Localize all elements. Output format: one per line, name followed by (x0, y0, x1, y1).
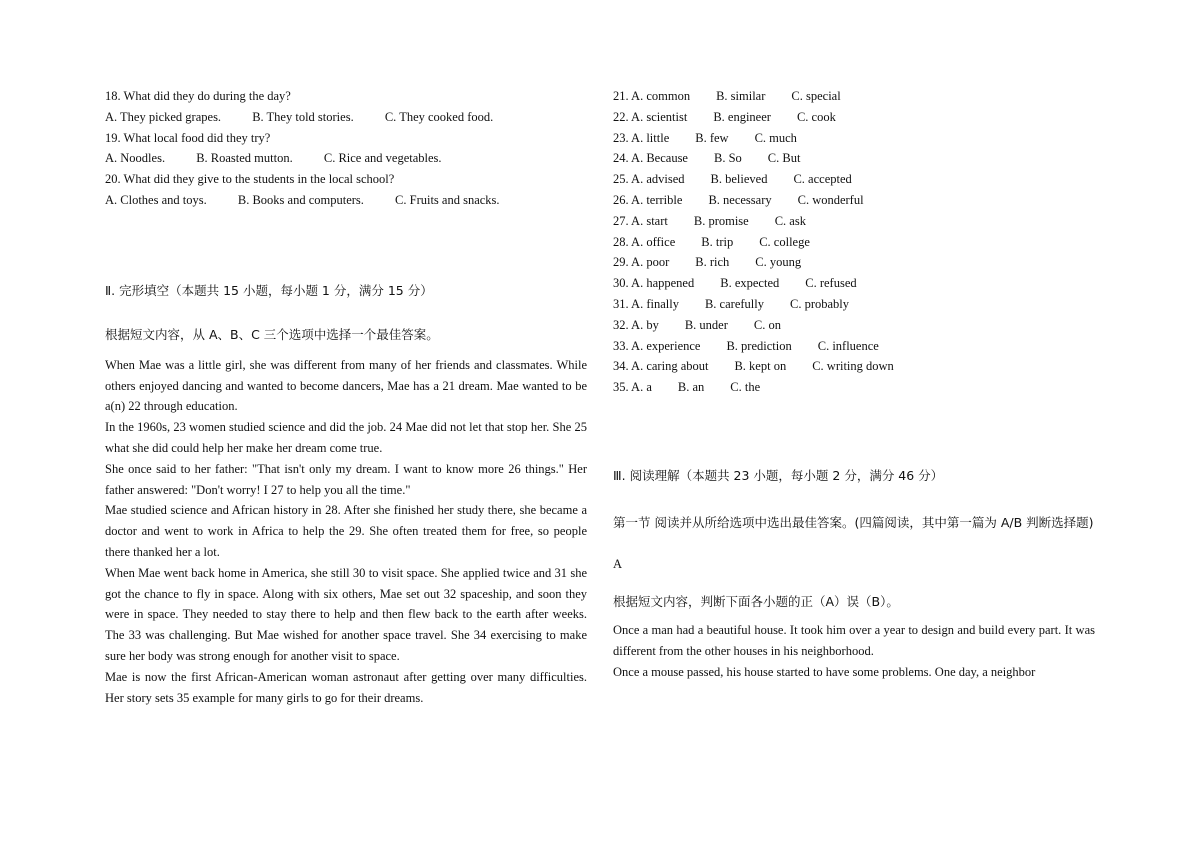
cloze-question-row (613, 128, 1095, 149)
option-c: C. wonderful (797, 192, 864, 207)
option-c: C. influence (817, 338, 879, 353)
passage-letter: A (613, 556, 623, 571)
option-a: 29. A. poor (613, 255, 670, 270)
option-a: 22. A. scientist (613, 109, 688, 124)
reading-instructions: 根据短文内容，判断下面各小题的正（A）误（B）。 (613, 593, 899, 609)
option-a: 28. A. office (613, 234, 676, 249)
cloze-question-row (613, 211, 1095, 232)
cloze-question-row (613, 86, 1095, 107)
option-a: 33. A. experience (613, 338, 701, 353)
passage-paragraph: When Mae went back home in America, she still 30 to visit space. She applied twice and 31 she got the chance to fly in space. Along with six others, Mae set out 32 spaceship, and soon they were in space. They needed to stay there to help and then flew back to the earth after weeks. The 33 was challenging. But Mae wished for another space travel. She 34 exercising to make sure her body was strong enough for another visit to space. (105, 565, 587, 663)
cloze-question-row (613, 232, 1095, 253)
option-c: C. writing down (812, 359, 894, 374)
option-c: C. probably (789, 296, 850, 311)
right-column (613, 86, 1095, 682)
option-b: B. an (677, 380, 705, 395)
cloze-question-row (613, 356, 1095, 377)
option-b: B. rich (695, 255, 730, 270)
cloze-question-row (613, 252, 1095, 273)
option-a: A. Clothes and toys. (105, 192, 207, 207)
question-18: 18. What did they do during the day? (105, 89, 291, 103)
option-a: 32. A. by (613, 317, 659, 332)
option-c: C. special (791, 89, 841, 103)
passage-paragraph: Once a mouse passed, his house started to have some problems. One day, a neighbor (613, 664, 1036, 679)
option-a: 21. A. common (613, 89, 691, 103)
option-b: B. trip (701, 234, 734, 249)
cloze-question-row (613, 315, 1095, 336)
option-a: 31. A. finally (613, 296, 679, 311)
section-2-title: Ⅱ. 完形填空（本题共 15 小题，每小题 1 分，满分 15 分） (105, 282, 433, 298)
section-2-instructions: 根据短文内容，从 A、B、C 三个选项中选择一个最佳答案。 (105, 326, 439, 342)
cloze-options-list (613, 86, 1095, 398)
option-b: B. carefully (704, 296, 764, 311)
cloze-question-row (613, 190, 1095, 211)
option-b: B. expected (720, 276, 780, 291)
cloze-question-row (613, 169, 1095, 190)
cloze-question-row (613, 294, 1095, 315)
option-a: 34. A. caring about (613, 359, 709, 374)
question-19: 19. What local food did they try? (105, 130, 271, 145)
option-a: 23. A. little (613, 130, 670, 145)
option-c: C. cook (796, 109, 836, 124)
option-b: B. promise (693, 213, 749, 228)
option-c: C. the (730, 380, 761, 395)
option-c: C. They cooked food. (384, 109, 494, 124)
left-column (105, 86, 587, 708)
reading-passage (613, 620, 1095, 682)
cloze-question-row (613, 148, 1095, 169)
option-b: B. engineer (713, 109, 771, 124)
option-b: B. Books and computers. (237, 192, 364, 207)
cloze-question-row (613, 377, 1095, 398)
question-20-options (105, 190, 587, 211)
option-a: A. They picked grapes. (105, 109, 222, 124)
cloze-question-row (613, 336, 1095, 357)
passage-paragraph: Once a man had a beautiful house. It took him over a year to design and build every part. It was different from the other houses in his neighborhood. (613, 622, 1095, 658)
option-a: 26. A. terrible (613, 192, 683, 207)
option-b: B. So (713, 151, 742, 166)
cloze-passage (105, 355, 587, 709)
passage-paragraph: Mae studied science and African history in 28. After she finished her study there, she became a doctor and went to work in Africa to help the 29. She often treated them for free, so people there thanked her a lot. (105, 503, 587, 559)
option-b: B. prediction (726, 338, 792, 353)
option-a: 24. A. Because (613, 151, 688, 166)
option-a: A. Noodles. (105, 151, 166, 166)
option-a: 30. A. happened (613, 276, 695, 291)
option-b: B. kept on (734, 359, 787, 374)
passage-paragraph: In the 1960s, 23 women studied science and did the job. 24 Mae did not let that stop her. She 25 what she did could help her make her dream come true. (105, 420, 587, 455)
passage-paragraph: When Mae was a little girl, she was different from many of her friends and classmates. While others enjoyed dancing and wanted to become dancers, Mae has a 21 dream. Mae wanted to be a(n) 22 through education. (105, 357, 587, 414)
option-b: B. few (695, 130, 729, 145)
option-c: C. But (767, 151, 801, 166)
option-c: C. refused (805, 276, 857, 291)
passage-paragraph: She once said to her father: "That isn't only my dream. I want to know more 26 things." Her father answered: "Don't worry! I 27 to help you all the time." (105, 461, 587, 497)
option-b: B. similar (716, 89, 766, 103)
passage-paragraph: Mae is now the first African-American woman astronaut after getting over many difficulties. Her story sets 35 example for many girls to go for their dreams. (105, 669, 587, 705)
option-c: C. much (754, 130, 797, 145)
option-c: C. Rice and vegetables. (323, 151, 442, 166)
cloze-question-row (613, 107, 1095, 128)
question-19-options (105, 148, 587, 169)
option-a: 27. A. start (613, 213, 668, 228)
option-c: C. college (759, 234, 810, 249)
section-3-title: Ⅲ. 阅读理解（本题共 23 小题，每小题 2 分，满分 46 分） (613, 467, 944, 483)
section-3-subtitle: 第一节 阅读并从所给选项中选出最佳答案。(四篇阅读，其中第一篇为 A/B 判断选择题) (613, 514, 1094, 530)
option-c: C. Fruits and snacks. (395, 192, 500, 207)
option-c: C. ask (774, 213, 806, 228)
question-18-options (105, 107, 587, 128)
option-b: B. under (684, 317, 728, 332)
option-b: B. Roasted mutton. (196, 151, 293, 166)
question-20: 20. What did they give to the students in the local school? (105, 172, 395, 187)
option-c: C. accepted (793, 172, 852, 187)
option-a: 35. A. a (613, 380, 652, 395)
cloze-question-row (613, 273, 1095, 294)
option-b: B. necessary (708, 192, 772, 207)
option-b: B. believed (710, 172, 768, 187)
option-c: C. young (755, 255, 802, 270)
option-b: B. They told stories. (252, 109, 354, 124)
option-a: 25. A. advised (613, 172, 685, 187)
option-c: C. on (753, 317, 781, 332)
